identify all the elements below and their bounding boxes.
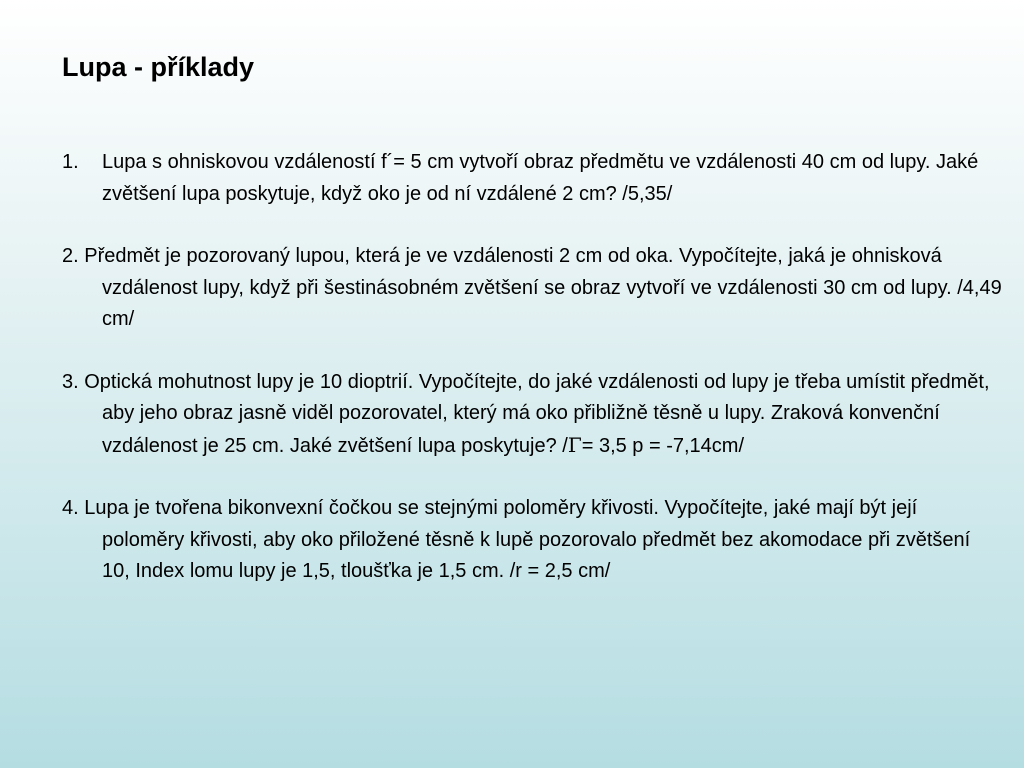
problem-3-number: 3. bbox=[62, 370, 85, 393]
gamma-symbol: Γ bbox=[567, 432, 582, 457]
problem-4-text: Lupa je tvořena bikonvexní čočkou se stejnými poloměry křivosti. Vypočítejte, jaké mají být její poloměry křivosti, aby oko přiložené těsně k lupě pozorovalo předmět bez akomodace při zvětšení 10, Index lomu lupy je 1,5, tloušťka je 1,5 cm. /r = 2,5 cm/ bbox=[84, 497, 971, 582]
problem-3 bbox=[62, 367, 1002, 463]
problem-2-text: Předmět je pozorovaný lupou, která je ve vzdálenosti 2 cm od oka. Vypočítejte, jaká je ohnisková vzdálenost lupy, když při šestinásobném zvětšení se obraz vytvoří ve vzdálenosti 30 cm od lupy. /4,49 cm/ bbox=[84, 245, 1002, 330]
problem-1-number: 1. bbox=[62, 151, 79, 173]
problem-2-number: 2. bbox=[62, 245, 85, 267]
problem-3-text: Optická mohutnost lupy je 10 dioptrií. Vypočítejte, do jaké vzdálenosti od lupy je třeba umístit předmět, aby jeho obraz jasně viděl pozorovatel, který má oko přibližně těsně u lupy. Zraková konvenční vzdálenost je 25 cm. Jaké zvětšení lupa poskytuje? / bbox=[84, 370, 990, 457]
problem-4 bbox=[62, 493, 1002, 588]
problem-list bbox=[62, 147, 1002, 619]
problem-4-number: 4. bbox=[62, 497, 85, 519]
problem-2 bbox=[62, 241, 1002, 336]
problem-1-text: Lupa s ohniskovou vzdáleností f´= 5 cm vytvoří obraz předmětu ve vzdálenosti 40 cm od lupy. Jaké zvětšení lupa poskytuje, když oko je od ní vzdálené 2 cm? /5,35/ bbox=[102, 151, 979, 205]
problem-1 bbox=[62, 147, 1002, 210]
problem-3-text-end: = 3,5 p = -7,14cm/ bbox=[581, 434, 745, 457]
slide-title: Lupa - příklady bbox=[62, 52, 255, 82]
